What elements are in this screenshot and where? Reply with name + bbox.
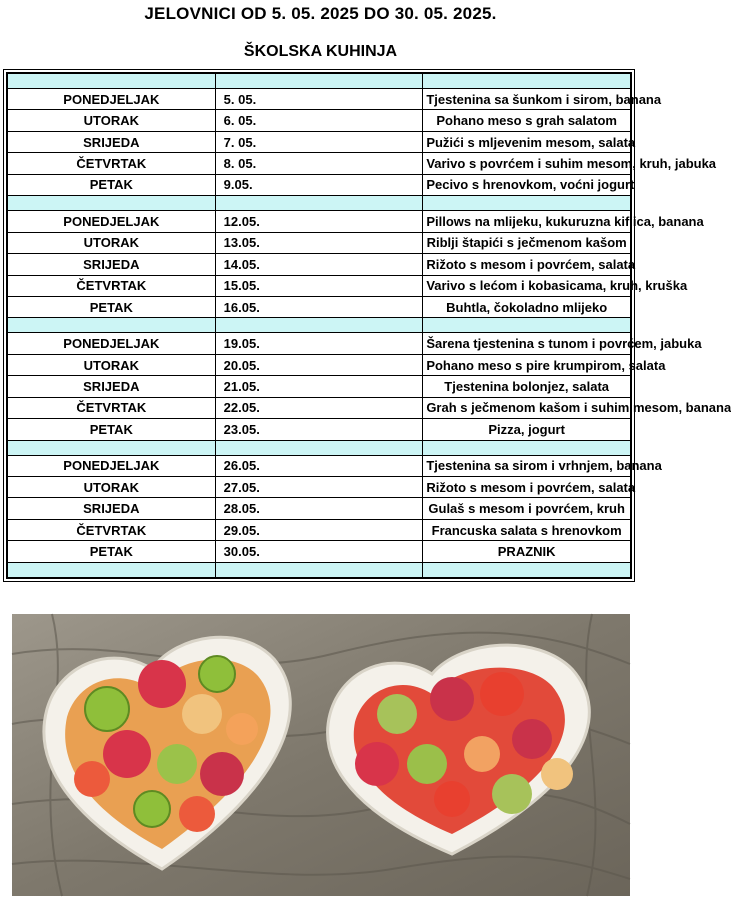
date-cell: 5. 05. xyxy=(215,89,423,110)
menu-table-body xyxy=(8,74,731,578)
meal-cell: Pizza, jogurt xyxy=(423,419,631,440)
day-cell: UTORAK xyxy=(8,354,216,375)
menu-row xyxy=(8,296,631,317)
menu-row xyxy=(8,397,631,418)
date-cell: 16.05. xyxy=(215,296,423,317)
separator-cell xyxy=(8,562,216,577)
separator-cell xyxy=(8,196,216,211)
meal-cell: Gulaš s mesom i povrćem, kruh xyxy=(423,498,631,519)
day-cell: PONEDJELJAK xyxy=(8,89,216,110)
day-cell: PETAK xyxy=(8,174,216,195)
separator-cell xyxy=(8,440,216,455)
day-cell: ČETVRTAK xyxy=(8,519,216,540)
menu-row xyxy=(8,477,631,498)
menu-table xyxy=(7,73,731,578)
date-cell: 14.05. xyxy=(215,254,423,275)
menu-row xyxy=(8,89,631,110)
menu-row xyxy=(8,174,631,195)
page-title: JELOVNICI OD 5. 05. 2025 DO 30. 05. 2025. xyxy=(144,4,497,23)
meal-cell: Pillows na mlijeku, kukuruzna kiflica, banana xyxy=(423,211,631,232)
date-cell: 30.05. xyxy=(215,541,423,562)
day-cell: SRIJEDA xyxy=(8,498,216,519)
week-separator-row xyxy=(8,196,631,211)
meal-cell: Tjestenina sa sirom i vrhnjem, banana xyxy=(423,455,631,476)
meal-cell: Pužići s mljevenim mesom, salata xyxy=(423,131,631,152)
menu-row xyxy=(8,275,631,296)
day-cell: ČETVRTAK xyxy=(8,153,216,174)
day-cell: SRIJEDA xyxy=(8,131,216,152)
week-separator-row xyxy=(8,74,631,89)
date-cell: 9.05. xyxy=(215,174,423,195)
date-cell: 27.05. xyxy=(215,477,423,498)
date-cell: 8. 05. xyxy=(215,153,423,174)
meal-cell: Varivo s povrćem i suhim mesom, kruh, jabuka xyxy=(423,153,631,174)
separator-cell xyxy=(423,74,631,89)
day-cell: PONEDJELJAK xyxy=(8,333,216,354)
day-cell: PETAK xyxy=(8,296,216,317)
meal-cell: Šarena tjestenina s tunom i povrćem, jabuka xyxy=(423,333,631,354)
menu-row xyxy=(8,333,631,354)
date-cell: 12.05. xyxy=(215,211,423,232)
menu-row xyxy=(8,455,631,476)
menu-table-frame xyxy=(3,69,731,582)
day-cell: UTORAK xyxy=(8,110,216,131)
date-cell: 6. 05. xyxy=(215,110,423,131)
date-cell: 21.05. xyxy=(215,376,423,397)
meal-cell: Riblji štapići s ječmenom kašom xyxy=(423,232,631,253)
menu-row xyxy=(8,376,631,397)
day-cell: PONEDJELJAK xyxy=(8,211,216,232)
menu-row xyxy=(8,419,631,440)
fruit-salad-illustration xyxy=(12,614,630,896)
menu-row xyxy=(8,110,631,131)
page-subtitle: ŠKOLSKA KUHINJA xyxy=(243,43,398,60)
meal-cell: Grah s ječmenom kašom i suhim mesom, banana xyxy=(423,397,631,418)
week-separator-row xyxy=(8,440,631,455)
date-cell: 23.05. xyxy=(215,419,423,440)
meal-cell: Tjestenina bolonjez, salata xyxy=(423,376,631,397)
fruit-salad-photo xyxy=(12,614,630,896)
day-cell: ČETVRTAK xyxy=(8,275,216,296)
date-cell: 7. 05. xyxy=(215,131,423,152)
separator-cell xyxy=(8,318,216,333)
week-separator-row xyxy=(8,318,631,333)
menu-row xyxy=(8,153,631,174)
meal-cell: PRAZNIK xyxy=(423,541,631,562)
meal-cell: Pohano meso s grah salatom xyxy=(423,110,631,131)
menu-row xyxy=(8,498,631,519)
separator-cell xyxy=(215,196,423,211)
menu-row xyxy=(8,131,631,152)
menu-row xyxy=(8,541,631,562)
day-cell: PONEDJELJAK xyxy=(8,455,216,476)
menu-row xyxy=(8,254,631,275)
date-cell: 22.05. xyxy=(215,397,423,418)
day-cell: UTORAK xyxy=(8,232,216,253)
date-cell: 20.05. xyxy=(215,354,423,375)
date-cell: 26.05. xyxy=(215,455,423,476)
day-cell: PETAK xyxy=(8,541,216,562)
meal-cell: Varivo s lećom i kobasicama, kruh, kruška xyxy=(423,275,631,296)
separator-cell xyxy=(423,318,631,333)
day-cell: ČETVRTAK xyxy=(8,397,216,418)
separator-cell xyxy=(8,74,216,89)
meal-cell: Francuska salata s hrenovkom xyxy=(423,519,631,540)
meal-cell: Tjestenina sa šunkom i sirom, banana xyxy=(423,89,631,110)
menu-row xyxy=(8,354,631,375)
separator-cell xyxy=(215,562,423,577)
day-cell: SRIJEDA xyxy=(8,254,216,275)
menu-row xyxy=(8,519,631,540)
day-cell: SRIJEDA xyxy=(8,376,216,397)
separator-cell xyxy=(215,440,423,455)
meal-cell: Pecivo s hrenovkom, voćni jogurt xyxy=(423,174,631,195)
week-separator-row xyxy=(8,562,631,577)
meal-cell: Pohano meso s pire krumpirom, salata xyxy=(423,354,631,375)
separator-cell xyxy=(215,74,423,89)
separator-cell xyxy=(423,562,631,577)
date-cell: 15.05. xyxy=(215,275,423,296)
menu-row xyxy=(8,211,631,232)
separator-cell xyxy=(215,318,423,333)
meal-cell: Rižoto s mesom i povrćem, salata xyxy=(423,254,631,275)
meal-cell: Rižoto s mesom i povrćem, salata xyxy=(423,477,631,498)
menu-table-inner xyxy=(6,72,731,579)
meal-cell: Buhtla, čokoladno mlijeko xyxy=(423,296,631,317)
date-cell: 13.05. xyxy=(215,232,423,253)
day-cell: PETAK xyxy=(8,419,216,440)
menu-row xyxy=(8,232,631,253)
separator-cell xyxy=(423,440,631,455)
date-cell: 29.05. xyxy=(215,519,423,540)
date-cell: 19.05. xyxy=(215,333,423,354)
separator-cell xyxy=(423,196,631,211)
date-cell: 28.05. xyxy=(215,498,423,519)
day-cell: UTORAK xyxy=(8,477,216,498)
